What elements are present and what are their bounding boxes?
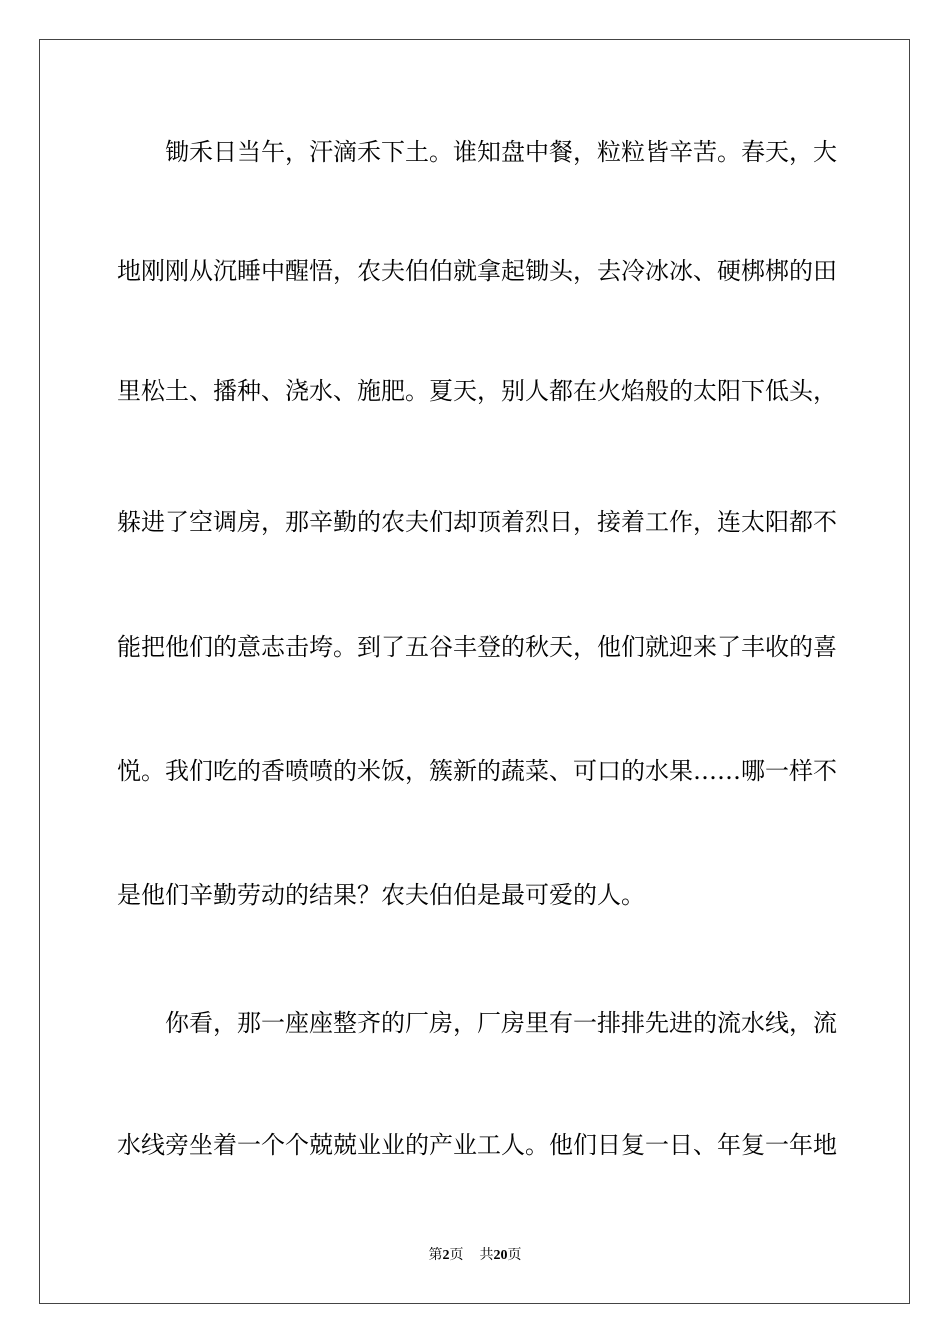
total-pages: 20 bbox=[493, 1248, 508, 1263]
paragraph-line: 水线旁坐着一个个兢兢业业的产业工人。他们日复一日、年复一年地 bbox=[117, 1131, 837, 1159]
total-suffix: 页 bbox=[507, 1248, 522, 1263]
paragraph-line: 能把他们的意志击垮。到了五谷丰登的秋天，他们就迎来了丰收的喜 bbox=[117, 633, 837, 661]
page-prefix: 第 bbox=[428, 1248, 443, 1263]
paragraph-line: 你看，那一座座整齐的厂房，厂房里有一排排先进的流水线，流 bbox=[165, 1009, 837, 1037]
page-frame bbox=[39, 39, 910, 1304]
paragraph-line: 是他们辛勤劳动的结果？农夫伯伯是最可爱的人。 bbox=[117, 881, 645, 909]
paragraph-line: 地刚刚从沉睡中醒悟，农夫伯伯就拿起锄头，去冷冰冰、硬梆梆的田 bbox=[117, 257, 837, 285]
page-footer bbox=[0, 1247, 950, 1265]
paragraph-line: 悦。我们吃的香喷喷的米饭，簇新的蔬菜、可口的水果……哪一样不 bbox=[117, 757, 837, 785]
page-number: 2 bbox=[442, 1248, 450, 1263]
paragraph-line: 锄禾日当午，汗滴禾下土。谁知盘中餐，粒粒皆辛苦。春天，大 bbox=[165, 138, 837, 166]
total-prefix: 共 bbox=[479, 1248, 494, 1263]
paragraph-line: 里松土、播种、浇水、施肥。夏天，别人都在火焰般的太阳下低头， bbox=[117, 377, 837, 405]
page-suffix: 页 bbox=[449, 1248, 464, 1263]
paragraph-line: 躲进了空调房，那辛勤的农夫们却顶着烈日，接着工作，连太阳都不 bbox=[117, 508, 837, 536]
